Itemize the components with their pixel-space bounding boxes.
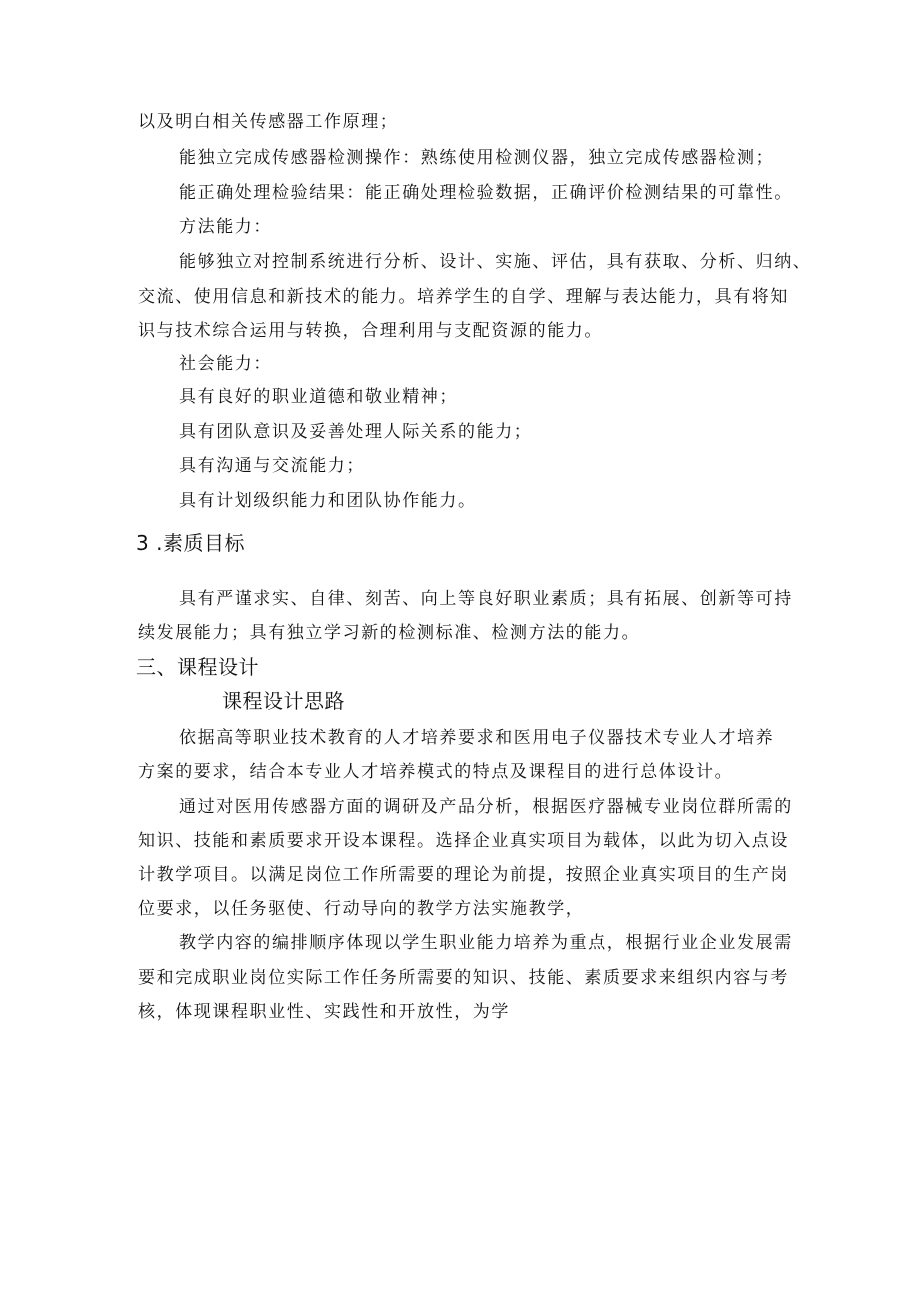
paragraph-line: 位要求，以任务驱使、行动导向的教学方法实施教学， [138,899,585,919]
paragraph-line: 交流、使用信息和新技术的能力。培养学生的自学、理解与表达能力，具有将知 [138,287,789,307]
list-item: 具有计划级织能力和团队协作能力。 [179,491,477,511]
paragraph-line: 依据高等职业技术教育的人才培养要求和医用电子仪器技术专业人才培养 [179,728,775,748]
paragraph-line: 能正确处理检验结果：能正确处理检验数据，正确评价检测结果的可靠性。 [179,183,793,203]
subheading-design-approach: 课程设计思路 [222,689,345,713]
paragraph-line: 要和完成职业岗位实际工作任务所需要的知识、技能、素质要求来组织内容与考 [138,968,789,988]
paragraph-line: 以及明白相关传感器工作原理； [138,112,399,132]
section-heading-course-design: 三、课程设计 [136,655,259,679]
paragraph-line: 识与技术综合运用与转换，合理利用与支配资源的能力。 [138,321,603,341]
subsection-label: 社会能力： [179,354,272,374]
paragraph-line: 能够独立对控制系统进行分析、设计、实施、评估，具有获取、分析、归纳、 [179,252,812,272]
paragraph-line: 通过对医用传感器方面的调研及产品分析，根据医疗器械专业岗位群所需的 [179,797,793,817]
list-item: 具有沟通与交流能力； [179,456,365,476]
paragraph-line: 方案的要求，结合本专业人才培养模式的特点及课程目的进行总体设计。 [138,762,734,782]
paragraph-line: 知识、技能和素质要求开设本课程。选择企业真实项目为载体，以此为切入点设 [138,831,789,851]
subsection-label: 方法能力： [179,217,272,237]
section-heading-quality: 3 .素质目标 [136,531,245,555]
paragraph-line: 教学内容的编排顺序体现以学生职业能力培养为重点，根据行业企业发展需 [179,933,793,953]
paragraph-line: 计教学项目。以满足岗位工作所需要的理论为前提，按照企业真实项目的生产岗 [138,865,789,885]
paragraph-line: 核，体现课程职业性、实践性和开放性，为学 [138,1002,510,1022]
list-item: 具有团队意识及妥善处理人际关系的能力； [179,422,533,442]
paragraph-line: 能独立完成传感器检测操作：熟练使用检测仪器，独立完成传感器检测； [179,148,775,168]
list-item: 具有良好的职业道德和敬业精神； [179,387,458,407]
paragraph-line: 续发展能力；具有独立学习新的检测标准、检测方法的能力。 [138,623,641,643]
paragraph-line: 具有严谨求实、自律、刻苦、向上等良好职业素质；具有拓展、创新等可持 [179,589,793,609]
